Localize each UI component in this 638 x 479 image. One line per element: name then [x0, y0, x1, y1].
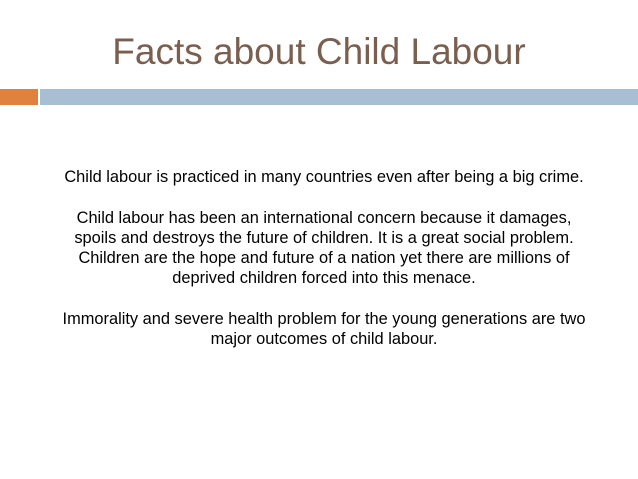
paragraph-3: Immorality and severe health problem for the young generations are two major outcomes of child labour. — [62, 310, 586, 348]
accent-bar-orange — [0, 89, 38, 105]
slide-body — [54, 167, 594, 349]
accent-bar-blue — [40, 89, 638, 105]
slide-title: Facts about Child Labour — [112, 31, 526, 72]
paragraph-1: Child labour is practiced in many countries even after being a big crime. — [64, 168, 584, 186]
paragraph-2: Child labour has been an international concern because it damages, spoils and destroys the future of children. It is a great social problem. Children are the hope and future of a nation yet there are millions of deprived children forced into this menace. — [74, 209, 574, 287]
